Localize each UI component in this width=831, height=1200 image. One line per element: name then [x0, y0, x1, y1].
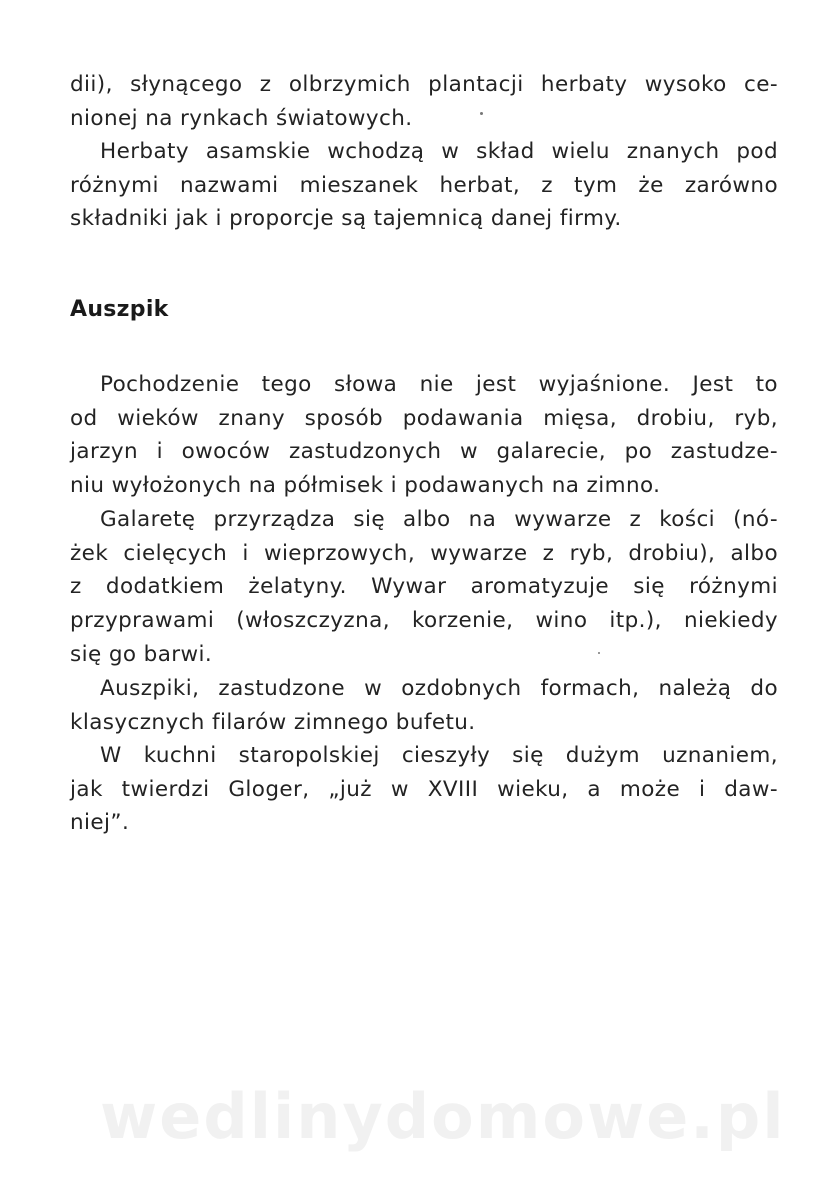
paragraph-assam-blends — [70, 135, 778, 236]
section-heading-auszpik: Auszpik — [70, 297, 169, 322]
print-speck — [598, 652, 600, 654]
text-line: niu wyłożonych na półmisek i podawanych na zimno. — [70, 473, 661, 499]
text-line: dii), słynącego z olbrzymich plantacji herbaty wysoko ce- — [70, 72, 778, 97]
text-line: od wieków znany sposób podawania mięsa, drobiu, ryb, — [70, 405, 778, 431]
paragraph-auszpiki-formy — [70, 672, 778, 739]
paragraph-galarete — [70, 503, 778, 672]
text-line: niej”. — [70, 810, 130, 836]
text-line: różnymi nazwami mieszanek herbat, z tym że zarówno — [70, 172, 778, 198]
text-line: Auszpiki, zastudzone w ozdobnych formach, należą do — [100, 676, 778, 701]
text-line: przyprawami (włoszczyzna, korzenie, wino itp.), niekiedy — [70, 608, 778, 634]
paragraph-kuchnia-staropolska — [70, 739, 778, 840]
watermark: wedlinydomowe.pl — [100, 1080, 786, 1153]
text-line: Galaretę przyrządza się albo na wywarze z kości (nó- — [100, 507, 778, 532]
text-line: się go barwi. — [70, 641, 213, 667]
text-line: składniki jak i proporcje są tajemnicą danej firmy. — [70, 206, 622, 232]
text-line: nionej na rynkach światowych. — [70, 105, 413, 131]
paragraph-assam-continuation — [70, 68, 778, 135]
text-line: jak twierdzi Gloger, „już w XVIII wieku, a może i daw- — [70, 776, 778, 802]
text-line: z dodatkiem żelatyny. Wywar aromatyzuje się różnymi — [70, 574, 778, 600]
text-line: klasycznych filarów zimnego bufetu. — [70, 709, 476, 735]
text-line: W kuchni staropolskiej cieszyły się dużym uznaniem, — [100, 743, 778, 768]
text-line: żek cielęcych i wieprzowych, wywarze z ryb, drobiu), albo — [70, 540, 778, 566]
text-line: jarzyn i owoców zastudzonych w galarecie, po zastudze- — [70, 439, 778, 465]
text-line: Pochodzenie tego słowa nie jest wyjaśnione. Jest to — [100, 372, 778, 397]
print-speck — [480, 112, 483, 115]
text-line: Herbaty asamskie wchodzą w skład wielu znanych pod — [100, 139, 778, 164]
paragraph-auszpik-origin — [70, 368, 778, 503]
